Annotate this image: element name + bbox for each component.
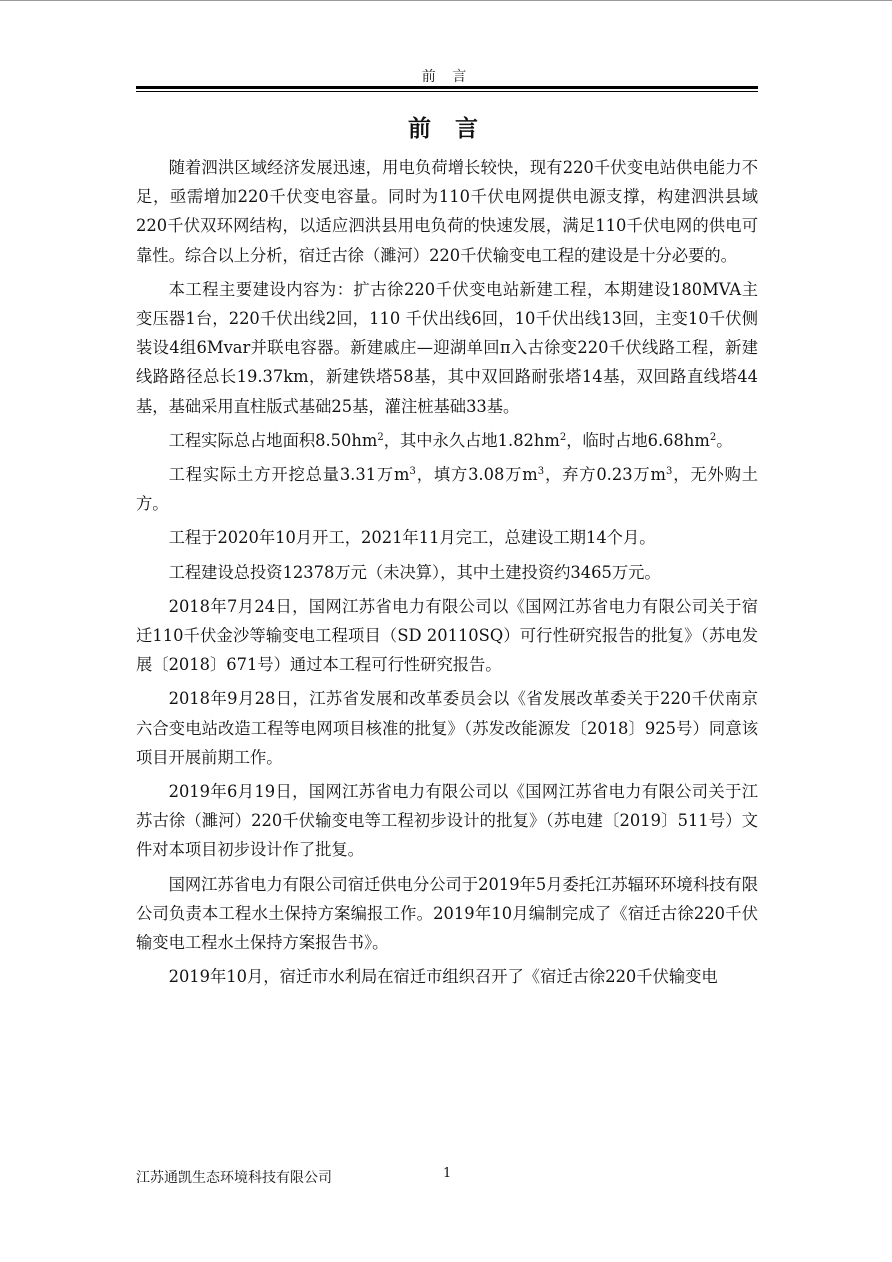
paragraph-preliminary-design: 2019年6月19日，国网江苏省电力有限公司以《国网江苏省电力有限公司关于江苏古徐（濉河）220千伏输变电等工程初步设计的批复》（苏电建〔2019〕511号）文件对本项目初步设计作了批复。 bbox=[136, 782, 758, 860]
paragraph-feasibility-approval: 2018年7月24日，国网江苏省电力有限公司以《国网江苏省电力有限公司关于宿迁110千伏金沙等输变电工程项目（SD 20110SQ）可行性研究报告的批复》（苏电发展〔2018〕671号）通过本工程可行性研究报告。 bbox=[136, 596, 758, 675]
header-rule-thick bbox=[136, 86, 758, 89]
header-rule-thin bbox=[136, 91, 758, 92]
page-top-edge bbox=[0, 0, 892, 1]
land-area-exp-1: 2 bbox=[377, 431, 384, 443]
paragraph-schedule: 工程于2020年10月开工，2021年11月完工，总建设工期14个月。 bbox=[168, 528, 656, 548]
earthwork-exp-2: 3 bbox=[537, 466, 545, 478]
paragraph-review-meeting: 2019年10月，宿迁市水利局在宿迁市组织召开了《宿迁古徐220千伏输变电 bbox=[168, 967, 718, 987]
running-header: 前 言 bbox=[421, 69, 473, 85]
earthwork-text-1: 工程实际土方开挖总量3.31万m bbox=[168, 465, 410, 485]
earthwork-exp-1: 3 bbox=[409, 466, 416, 478]
page-title: 前 言 bbox=[407, 115, 486, 142]
paragraph-investment: 工程建设总投资12378万元（未决算），其中土建投资约3465万元。 bbox=[168, 562, 661, 582]
paragraph-background: 随着泗洪区域经济发展迅速，用电负荷增长较快，现有220千伏变电站供电能力不足，亟需增加220千伏变电容量。同时为110千伏电网提供电源支撑，构建泗洪县域220千伏双环网结构，以适应泗洪县用电负荷的快速发展，满足110千伏电网的供电可靠性。综合以上分析，宿迁古徐（濉河）220千伏输变电工程的建设是十分必要的。 bbox=[136, 158, 758, 265]
land-area-text-1: 工程实际总占地面积8.50hm bbox=[168, 430, 378, 450]
land-area-exp-3: 2 bbox=[709, 431, 717, 443]
paragraph-construction-scope: 本工程主要建设内容为：扩古徐220千伏变电站新建工程，本期建设180MVA主变压器1台，220千伏出线2回，110 千伏出线6回，10千伏出线13回，主变10千伏侧装设4组6Mvar并联电容器。新建戚庄—迎湖单回π入古徐变220千伏线路工程，新建线路路径总长19.37km，新建铁塔58基，其中双回路耐张塔14基，双回路直线塔44基，基础采用直柱版式基础25基，灌注桩基础33基。 bbox=[136, 279, 758, 416]
footer-page-number: 1 bbox=[443, 1166, 452, 1181]
earthwork-text-3: ，弃方0.23万m bbox=[544, 465, 666, 485]
paragraph-project-approval: 2018年9月28日，江苏省发展和改革委员会以《省发展改革委关于220千伏南京六合变电站改造工程等电网项目核准的批复》（苏发改能源发〔2018〕925号）同意该项目开展前期工作。 bbox=[136, 689, 758, 767]
land-area-exp-2: 2 bbox=[559, 431, 567, 443]
document-body bbox=[136, 153, 758, 996]
earthwork-exp-3: 3 bbox=[665, 466, 673, 478]
paragraph-land-area bbox=[136, 426, 758, 455]
paragraph-earthwork bbox=[136, 460, 758, 518]
paragraph-soil-plan: 国网江苏省电力有限公司宿迁供电分公司于2019年5月委托江苏辐环环境科技有限公司负责本工程水土保持方案编报工作。2019年10月编制完成了《宿迁古徐220千伏输变电工程水土保持方案报告书》。 bbox=[136, 874, 758, 953]
earthwork-text-2: ，填方3.08万m bbox=[415, 465, 538, 485]
footer-company: 江苏通凯生态环境科技有限公司 bbox=[136, 1170, 332, 1186]
land-area-text-3: ，临时占地6.68hm bbox=[566, 430, 710, 450]
land-area-text-2: ，其中永久占地1.82hm bbox=[383, 430, 560, 450]
land-area-text-4: 。 bbox=[716, 430, 733, 450]
earthwork-text-4: ，无外购土方。 bbox=[136, 465, 758, 514]
